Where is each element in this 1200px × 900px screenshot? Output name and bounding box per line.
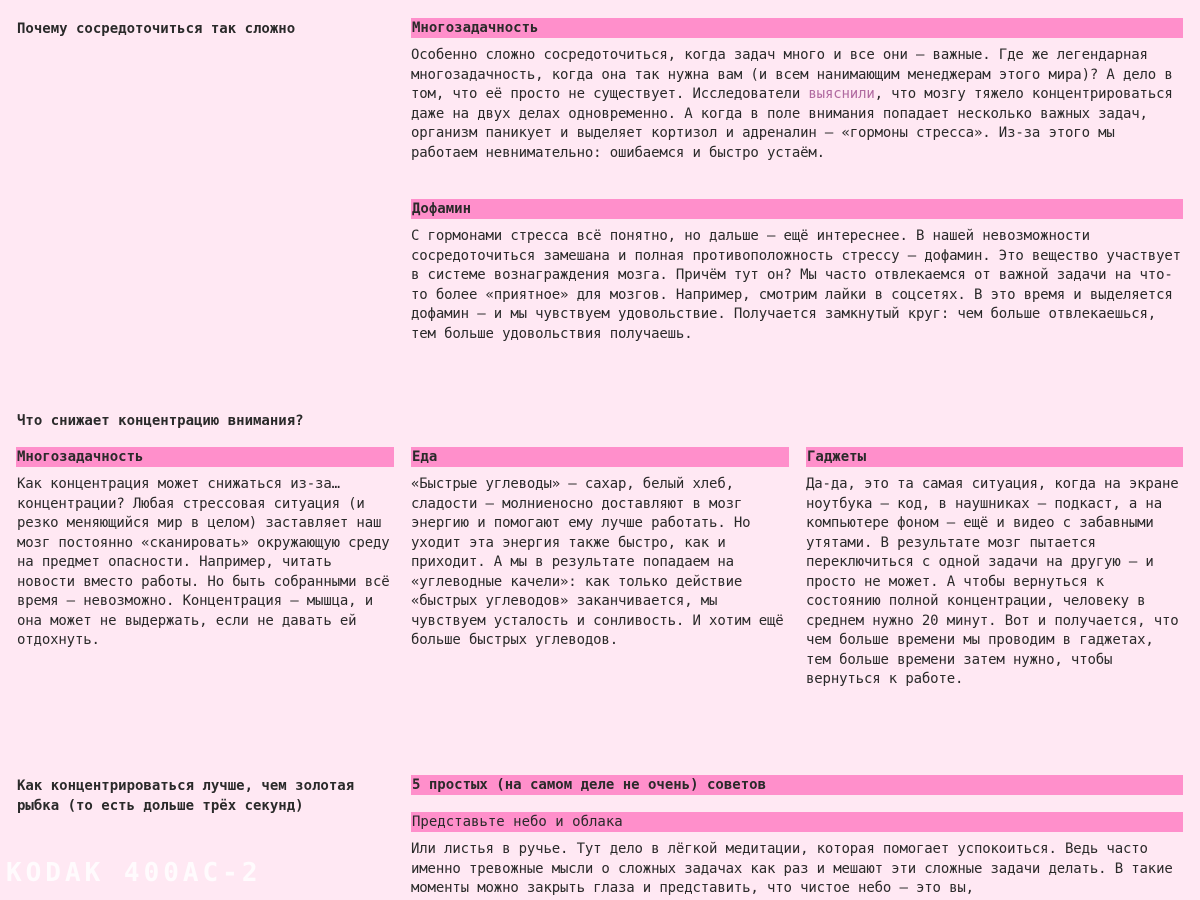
link-found-out[interactable]: выяснили [808, 86, 875, 102]
paragraph-col-food: «Быстрые углеводы» — сахар, белый хлеб, сладости — молниеносно доставляют в мозг энергию и помогают ему лучше работать. Но уходит эта энергия также быстро, как и приходит. А мы в результате попадаем на «углеводные качели»: как только действие «быстрых углеводов» заканчивается, мы чувствуем усталость и сонливость. И хотим ещё больше быстрых углеводов. [411, 476, 784, 648]
heading-tips: 5 простых (на самом деле не очень) советов [411, 775, 1183, 795]
section-title-why-hard: Почему сосредоточиться так сложно [17, 21, 296, 37]
paragraph-col-gadgets: Да-да, это та самая ситуация, когда на экране ноутбука — код, в наушниках — подкаст, а на компьютере фоном — ещё и видео с забавными утятами. В результате мозг пытается переключиться с одной задачи на другую — и просто не может. А чтобы вернуться к состоянию полной концентрации, человеку в среднем нужно 20 минут. Вот и получается, что чем больше времени мы проводим в гаджетах, тем больше времени затем нужно, чтобы вернуться к работе. [806, 476, 1179, 687]
heading-multitasking: Многозадачность [411, 18, 1183, 38]
paragraph-multitasking-start: Особенно сложно сосредоточиться, когда задач много и все они — важные. Где же легендарная многозадачность, когда она так нужна вам (и всем нанимающим менеджерам этого мира)? А дело в том, что её просто не существует. Исследователи [411, 47, 1173, 102]
heading-col-gadgets: Гаджеты [806, 447, 1183, 467]
paragraph-col-multitasking: Как концентрация может снижаться из-за… концентрации? Любая стрессовая ситуация (и резко меняющийся мир в целом) заставляет наш мозг постоянно «сканировать» окружающую среду на предмет опасности. Например, читать новости вместо работы. Но быть собранными всё время — невозможно. Концентрация — мышца, и она может не выдержать, если не давать ей отдохнуть. [17, 476, 390, 648]
paragraph-multitasking-end: , что мозгу тяжело концентрироваться даже на двух делах одновременно. А когда в поле внимания попадает несколько важных задач, организм паникует и выделяет кортизол и адреналин — «гормоны стресса». Из-за этого мы работаем невнимательно: ошибаемся и быстро устаём. [411, 86, 1173, 161]
section-title-what-reduces: Что снижает концентрацию внимания? [17, 413, 304, 429]
film-watermark: KODAK 400AC-2 [6, 858, 262, 888]
heading-dopamine: Дофамин [411, 199, 1183, 219]
paragraph-dopamine: С гормонами стресса всё понятно, но дальше — ещё интереснее. В нашей невозможности сосредоточиться замешана и полная противоположность стрессу — дофамин. Это вещество участвует в системе вознаграждения мозга. Причём тут он? Мы часто отвлекаемся от важной задачи на что-то более «приятное» для мозгов. Например, смотрим лайки в соцсетях. В это время и выделяется дофамин — и мы чувствуем удовольствие. Получается замкнутый круг: чем больше отвлекаешься, тем больше удовольствия получаешь. [411, 228, 1181, 342]
heading-col-multitasking: Многозадачность [16, 447, 394, 467]
heading-col-food: Еда [411, 447, 789, 467]
heading-tip-sky: Представьте небо и облака [411, 812, 1183, 832]
paragraph-tip-sky: Или листья в ручье. Тут дело в лёгкой медитации, которая помогает успокоиться. Ведь часто именно тревожные мысли о сложных задачах как раз и мешают эти сложные задачи делать. В такие моменты можно закрыть глаза и представить, что чистое небо — это вы, [411, 841, 1173, 896]
section-title-how-concentrate: Как концентрироваться лучше, чем золотая рыбка (то есть дольше трёх секунд) [17, 778, 355, 814]
paragraph-multitasking [411, 46, 1183, 163]
